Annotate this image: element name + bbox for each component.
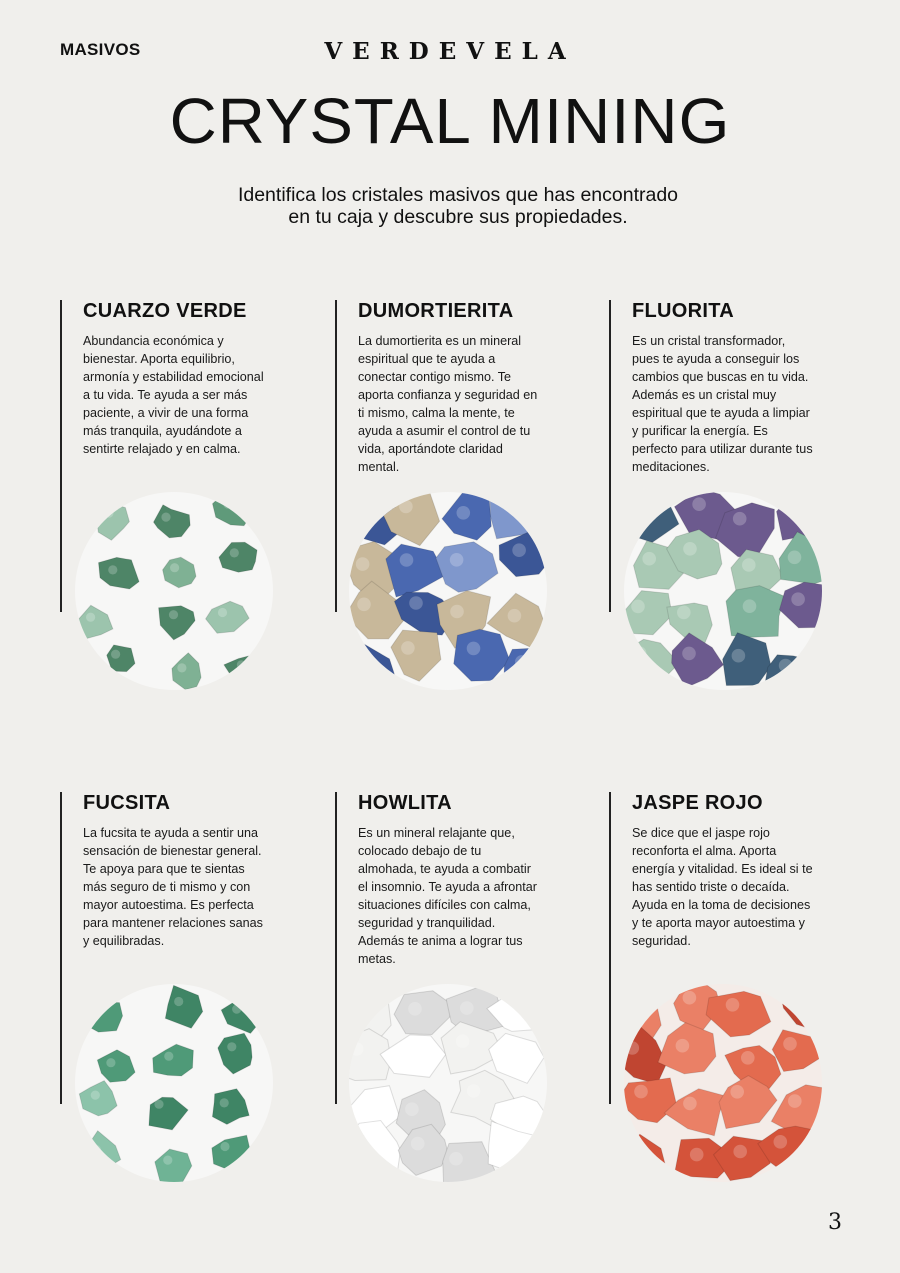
page-title: CRYSTAL MINING — [169, 85, 731, 157]
crystal-stone — [107, 645, 135, 672]
crystal-cluster-image — [624, 984, 822, 1182]
subtitle-line-2: en tu caja y descubre sus propiedades. — [288, 206, 628, 228]
crystal-name: FLUORITA — [632, 300, 735, 322]
crystal-highlight — [223, 499, 232, 508]
crystal-highlight — [515, 655, 529, 669]
crystal-cluster-image — [624, 492, 822, 690]
crystal-highlight — [449, 1152, 463, 1166]
crystal-highlight — [791, 592, 805, 606]
crystal-description: Es un cristal transformador, pues te ayuda a conseguir los cambios que buscas en tu vida. Además es un cristal muy espiritual que te ayuda a limpiar y purificar la energía. Es perfecto para utilizar durante tus meditaciones. — [632, 334, 813, 474]
crystal-highlight — [467, 1084, 481, 1098]
crystal-highlight — [460, 1001, 474, 1015]
crystal-highlight — [154, 1100, 163, 1109]
crystal-stone — [82, 1002, 122, 1032]
crystal-cluster-image — [75, 492, 273, 690]
crystal-highlight — [690, 1148, 704, 1162]
crystal-highlight — [400, 553, 414, 567]
crystal-highlight — [499, 495, 513, 509]
crystal-photo-fucsita — [75, 984, 273, 1182]
crystal-highlight — [507, 998, 521, 1012]
crystal-highlight — [92, 1145, 101, 1154]
crystal-photo-dumortierita — [349, 492, 547, 690]
crystal-highlight — [104, 509, 113, 518]
crystal-highlight — [676, 1039, 690, 1053]
crystal-highlight — [743, 599, 757, 613]
card-divider — [609, 300, 611, 612]
crystal-cluster-image — [349, 984, 547, 1182]
crystal-highlight — [634, 1085, 648, 1099]
crystal-highlight — [232, 1005, 241, 1014]
crystal-photo-cuarzo-verde — [75, 492, 273, 690]
crystal-highlight — [353, 1002, 367, 1016]
crystal-highlight — [170, 563, 179, 572]
crystal-highlight — [467, 642, 481, 656]
crystal-name: HOWLITA — [358, 792, 452, 814]
card-divider — [60, 792, 62, 1104]
crystal-highlight — [411, 1137, 425, 1151]
crystal-description: La dumortierita es un mineral espiritual que te ayuda a conectar contigo mismo. Te aporta confianza y seguridad en ti mismo, calma la mente, te ayuda a asumir el control de tu vida, aportándote claridad mental. — [358, 334, 538, 474]
crystal-highlight — [357, 598, 371, 612]
crystal-highlight — [787, 504, 801, 518]
crystal-highlight — [106, 1058, 115, 1067]
brand-logo: VERDEVELA — [324, 38, 576, 65]
crystal-name: FUCSITA — [83, 792, 171, 814]
crystal-highlight — [507, 1101, 521, 1115]
crystal-description: Se dice que el jaspe rojo reconforta el alma. Aporta energía y vitalidad. Es ideal si te has sentido triste o decaída. Ayuda en la toma de decisiones y te aporta mayor autoestima y seguridad. — [632, 826, 813, 948]
crystal-highlight — [730, 1085, 744, 1099]
crystal-highlight — [504, 1041, 518, 1055]
crystal-highlight — [742, 558, 756, 572]
crystal-highlight — [783, 1037, 797, 1051]
crystal-highlight — [774, 1135, 788, 1149]
crystal-highlight — [633, 646, 647, 660]
crystal-highlight — [400, 1040, 414, 1054]
crystal-highlight — [625, 1152, 639, 1166]
crystal-highlight — [237, 660, 246, 669]
crystal-highlight — [779, 659, 793, 673]
crystal-highlight — [683, 991, 697, 1005]
crystal-highlight — [94, 1005, 103, 1014]
crystal-highlight — [361, 505, 375, 519]
crystal-highlight — [683, 542, 697, 556]
crystal-highlight — [91, 1091, 100, 1100]
crystal-highlight — [682, 647, 696, 661]
crystal-highlight — [86, 613, 95, 622]
crystal-highlight — [161, 513, 170, 522]
section-tag: MASIVOS — [60, 40, 141, 59]
crystal-highlight — [626, 1004, 640, 1018]
crystal-highlight — [177, 663, 186, 672]
crystal-name: JASPE ROJO — [632, 792, 763, 814]
crystal-highlight — [218, 608, 227, 617]
crystal-highlight — [405, 1102, 419, 1116]
crystal-highlight — [450, 553, 464, 567]
subtitle-line-1: Identifica los cristales masivos que has encontrado — [237, 184, 679, 206]
crystal-photo-fluorita — [624, 492, 822, 690]
crystal-highlight — [450, 605, 464, 619]
crystal-highlight — [350, 1042, 364, 1056]
crystal-description: Abundancia económica y bienestar. Aporta equilibrio, armonía y estabilidad emocional a tu vida. Te ayuda a ser más paciente, a vivir de una forma más tranquila, ayudándote a sentirte relajado y en calma. — [83, 334, 264, 456]
crystal-highlight — [164, 1052, 173, 1061]
crystal-highlight — [791, 987, 805, 1001]
crystal-highlight — [788, 1094, 802, 1108]
page-subtitle — [150, 184, 766, 228]
crystal-highlight — [409, 596, 423, 610]
crystal-highlight — [726, 998, 740, 1012]
crystal-photo-jaspe-rojo — [624, 984, 822, 1182]
crystal-highlight — [220, 1098, 229, 1107]
page-number: 3 — [828, 1210, 842, 1235]
crystal-highlight — [741, 1051, 755, 1065]
crystal-highlight — [355, 659, 369, 673]
card-divider — [609, 792, 611, 1104]
card-divider — [60, 300, 62, 612]
crystal-highlight — [733, 1145, 747, 1159]
crystal-highlight — [456, 1034, 470, 1048]
crystal-highlight — [788, 551, 802, 565]
crystal-cluster-image — [349, 492, 547, 690]
crystal-highlight — [626, 1041, 640, 1055]
crystal-highlight — [508, 609, 522, 623]
crystal-description: La fucsita te ayuda a sentir una sensación de bienestar general. Te apoya para que te sientas más seguro de ti mismo y con mayor autoestima. Es perfecta para mantener relaciones sanas y equilibradas. — [83, 826, 263, 948]
crystal-highlight — [642, 552, 656, 566]
crystal-highlight — [634, 507, 648, 521]
crystal-cluster-image — [75, 984, 273, 1182]
crystal-highlight — [512, 543, 526, 557]
crystal-highlight — [399, 500, 413, 514]
crystal-stone — [504, 648, 547, 690]
crystal-highlight — [363, 1134, 377, 1148]
card-divider — [335, 792, 337, 1104]
crystal-highlight — [230, 548, 239, 557]
crystal-highlight — [227, 1042, 236, 1051]
crystal-highlight — [108, 565, 117, 574]
crystal-highlight — [174, 997, 183, 1006]
crystal-stone — [726, 586, 785, 638]
crystal-highlight — [356, 557, 370, 571]
crystal-name: CUARZO VERDE — [83, 300, 247, 322]
crystal-highlight — [408, 1002, 422, 1016]
crystal-highlight — [220, 1142, 229, 1151]
crystal-description: Es un mineral relajante que, colocado debajo de tu almohada, te ayuda a combatir el insomnio. Te ayuda a afrontar situaciones difíciles con calma, seguridad y tranquilidad. Además te anima a lograr tus metas. — [358, 826, 537, 966]
crystal-highlight — [401, 641, 415, 655]
crystal-stone — [490, 492, 537, 539]
crystal-highlight — [163, 1156, 172, 1165]
crystal-highlight — [111, 650, 120, 659]
crystal-highlight — [677, 606, 691, 620]
crystal-photo-howlita — [349, 984, 547, 1182]
crystal-name: DUMORTIERITA — [358, 300, 514, 322]
crystal-highlight — [355, 1099, 369, 1113]
card-divider — [335, 300, 337, 612]
crystal-highlight — [692, 497, 706, 511]
crystal-highlight — [499, 1134, 513, 1148]
crystal-highlight — [169, 610, 178, 619]
crystal-highlight — [733, 512, 747, 526]
crystal-highlight — [631, 600, 645, 614]
crystal-highlight — [732, 649, 746, 663]
crystal-highlight — [457, 506, 471, 520]
crystal-highlight — [683, 1097, 697, 1111]
